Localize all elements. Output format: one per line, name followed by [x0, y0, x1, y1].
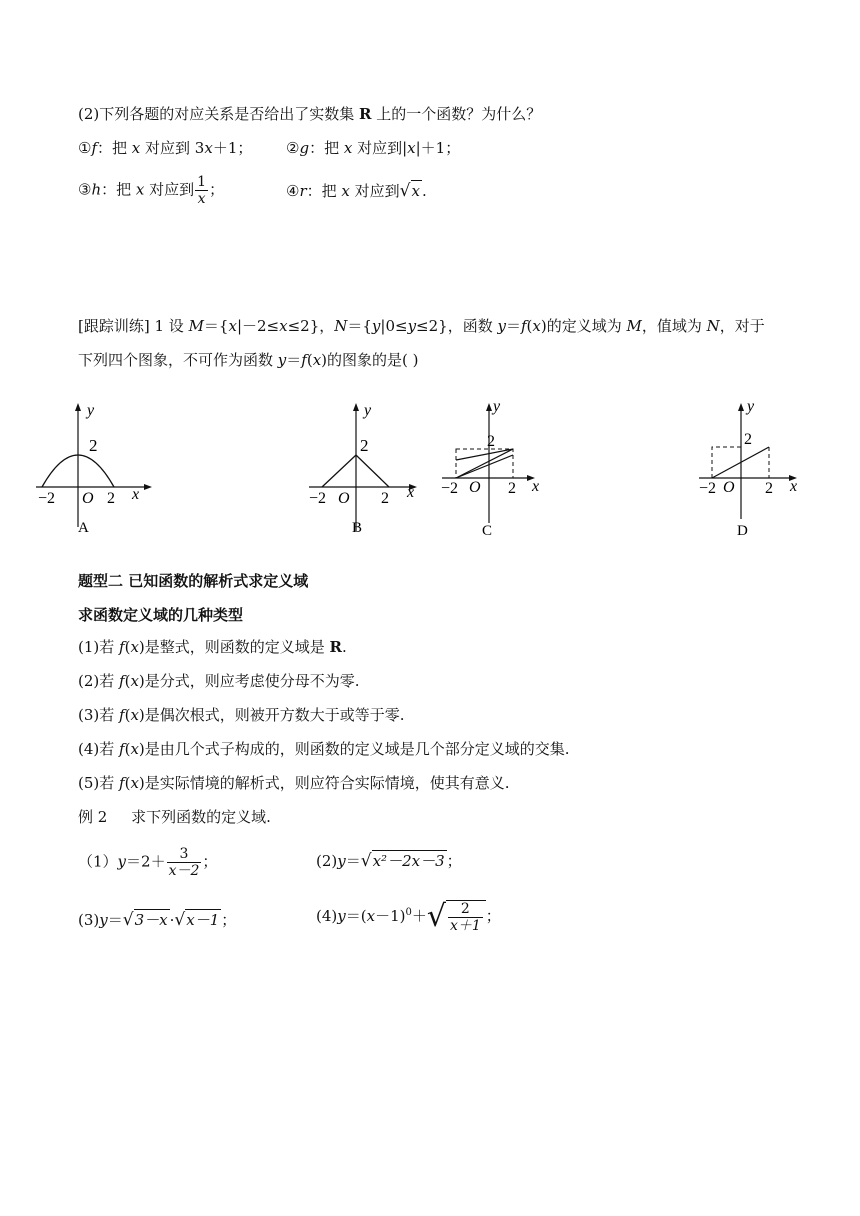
rule-5 [78, 773, 510, 793]
q2-item-3 [78, 174, 224, 207]
training-text: ≤2}，函数 [416, 317, 498, 335]
tick-neg2: −2 [699, 480, 717, 497]
item-number: ③ [78, 180, 92, 199]
x-label: x [790, 478, 798, 495]
graph-d [695, 395, 835, 545]
equation-text: ＝( [345, 907, 367, 925]
rule-text: ( [124, 774, 131, 792]
graph-a [30, 395, 180, 545]
func-symbol: f [119, 638, 125, 656]
var-y: y [497, 317, 506, 335]
equation-label: (3) [78, 911, 100, 929]
item-text: . [421, 182, 427, 200]
var-x: x [130, 672, 139, 690]
func-symbol: f [119, 774, 125, 792]
rule-text: (2)若 [78, 672, 120, 690]
training-text: |0≤ [380, 317, 408, 335]
equation-text: ＝ [345, 852, 361, 870]
radicand: x－1 [186, 911, 220, 929]
tick-2-x: 2 [381, 490, 389, 507]
radicand: x [411, 182, 420, 200]
item-text: ：把 [309, 139, 344, 157]
exponent: 0 [405, 907, 412, 918]
set-N: N [334, 317, 348, 335]
multiply-dot: · [169, 911, 175, 929]
rule-text: )是由几个式子构成的，则函数的定义域是几个部分定义域的交集. [138, 740, 570, 758]
tick-2-y: 2 [744, 431, 752, 448]
var-x: x [279, 317, 288, 335]
item-text: ：把 [97, 139, 132, 157]
equation-1 [78, 846, 217, 879]
y-axis-arrow-icon [75, 403, 81, 411]
zigzag-graph [456, 449, 513, 478]
rule-text: )是整式，则函数的定义域是 [138, 638, 330, 656]
var-x: x [341, 182, 350, 200]
fraction-denominator: x [195, 190, 208, 207]
training-text: ≤2}， [287, 317, 335, 335]
tick-2-x: 2 [765, 480, 773, 497]
q2-title-text: (2)下列各题的对应关系是否给出了实数集 [78, 105, 360, 123]
example-2-title: 例 2 求下列函数的定义域. [78, 808, 271, 826]
set-M: M [188, 317, 204, 335]
equation-2 [316, 850, 462, 871]
var-x: x [532, 317, 541, 335]
item-number: ① [78, 139, 92, 157]
q2-title-R: R [359, 105, 372, 123]
item-text: ； [209, 180, 225, 199]
y-axis-arrow-icon [738, 403, 744, 411]
rule-text: ( [124, 672, 131, 690]
func-symbol: f [119, 672, 125, 690]
item-text: ＋1； [212, 139, 253, 157]
rule-text: (5)若 [78, 774, 120, 792]
var-y: y [337, 852, 346, 870]
var-y: y [371, 317, 381, 335]
graph-caption: A [78, 520, 89, 536]
var-x: x [407, 139, 416, 157]
dashed-guide [712, 447, 741, 478]
equation-4 [316, 900, 501, 934]
fraction-denominator: x＋1 [449, 918, 481, 934]
equation-text: ； [446, 852, 462, 870]
rule-text: ( [124, 706, 131, 724]
x-label: x [132, 486, 140, 503]
rule-text: (3)若 [78, 706, 120, 724]
var-x: x [312, 351, 322, 369]
graph-caption: C [482, 523, 493, 539]
training-text: ( [526, 317, 533, 335]
graph-caption: B [352, 520, 363, 536]
func-symbol: f [520, 317, 527, 335]
var-x: x [343, 139, 353, 157]
rule-text: (1)若 [78, 638, 120, 656]
radicand: x²－2x－3 [372, 852, 445, 870]
rule-text: (4)若 [78, 740, 120, 758]
var-x: x [130, 706, 139, 724]
q2-title [78, 104, 541, 124]
rule-4 [78, 739, 570, 759]
y-label: y [747, 398, 755, 415]
training-line-1 [78, 316, 765, 336]
radical-sign: √ [360, 851, 372, 871]
equation-3 [78, 909, 236, 930]
x-label: x [532, 478, 540, 495]
func-symbol: f [301, 351, 307, 369]
equation-text: －1) [375, 907, 406, 925]
x-label: x [407, 484, 415, 501]
func-symbol: f [91, 139, 98, 157]
fraction [448, 901, 483, 934]
fraction-numerator: 3 [179, 846, 189, 862]
training-text: ＝{ [347, 317, 372, 335]
radicand: 3－x [134, 911, 168, 929]
radical-fraction [446, 900, 486, 934]
var-x: x [366, 907, 376, 925]
fraction-numerator: 2 [460, 901, 470, 917]
var-y: y [337, 907, 346, 925]
training-text: ＝ [286, 351, 302, 369]
fraction-numerator: 1 [197, 174, 207, 190]
training-text: [跟踪训练] 1 设 [78, 317, 189, 335]
item-text: ：把 [101, 180, 136, 199]
training-text: ，值域为 [641, 317, 707, 335]
tick-2-x: 2 [508, 480, 516, 497]
origin-label: O [82, 490, 94, 507]
training-text: ＝ [505, 317, 521, 335]
training-text: 下列四个图象，不可作为函数 [78, 351, 278, 369]
section-subheading: 求函数定义域的几种类型 [78, 606, 244, 624]
radical-sign: √ [122, 910, 134, 930]
fraction [167, 846, 202, 879]
var-x: x [130, 638, 139, 656]
func-symbol: f [119, 740, 125, 758]
graph-caption: D [737, 523, 748, 539]
rule-text: ( [124, 638, 131, 656]
item-text: 对应到| [352, 139, 408, 157]
equation-text: ； [485, 907, 501, 925]
var-y: y [277, 351, 287, 369]
y-axis-arrow-icon [486, 403, 492, 411]
var-x: x [204, 139, 213, 157]
tick-2-y: 2 [487, 433, 495, 450]
training-text: ( [306, 351, 313, 369]
item-text: 对应到 [349, 182, 400, 200]
rule-text: )是偶次根式，则被开方数大于或等于零. [138, 706, 405, 724]
tick-2-x: 2 [107, 490, 115, 507]
item-number: ② [286, 139, 300, 157]
equation-text: ＋ [411, 907, 427, 925]
tick-2-y: 2 [89, 436, 98, 455]
var-y: y [99, 911, 108, 929]
func-symbol: r [299, 182, 307, 200]
tick-neg2: −2 [38, 490, 56, 507]
training-text: |－2≤ [236, 317, 280, 335]
fraction-denominator: x－2 [168, 863, 200, 879]
func-symbol: h [91, 180, 102, 199]
radical-sign: √ [399, 181, 411, 201]
item-text: ：把 [306, 182, 342, 200]
rule-text: ( [124, 740, 131, 758]
y-label: y [364, 402, 372, 419]
rule-1 [78, 637, 347, 657]
radical-sign: √ [426, 899, 446, 934]
equation-text: ＝ [107, 911, 123, 929]
equation-text: ＝2＋ [126, 852, 166, 871]
training-text: )的定义域为 [540, 317, 627, 335]
equation-label: （1） [78, 852, 118, 871]
equation-text: ； [221, 911, 237, 929]
origin-label: O [723, 479, 735, 496]
rule-text: )是实际情境的解析式，则应符合实际情境，使其有意义. [138, 774, 510, 792]
var-y: y [117, 852, 127, 871]
y-label: y [87, 402, 95, 419]
rule-text: . [342, 638, 347, 656]
q2-title-tail: 上的一个函数？为什么？ [371, 105, 542, 123]
var-y: y [407, 317, 417, 335]
graph-b [305, 395, 455, 545]
graph-c [438, 395, 578, 545]
item-text: 对应到 3 [140, 139, 205, 157]
y-label: y [493, 398, 501, 415]
set-M: M [626, 317, 642, 335]
var-x: x [135, 180, 145, 199]
equation-label: (2) [316, 852, 338, 870]
var-x: x [130, 740, 139, 758]
q2-item-1 [78, 138, 252, 158]
item-text: 对应到 [144, 180, 195, 199]
tick-neg2: −2 [309, 490, 327, 507]
func-symbol: g [299, 139, 310, 157]
tick-2-y: 2 [360, 436, 369, 455]
tick-neg2: −2 [441, 480, 459, 497]
equation-label: (4) [316, 907, 338, 925]
rule-2 [78, 671, 360, 691]
y-axis-arrow-icon [353, 403, 359, 411]
training-text: ，对于 [719, 317, 765, 335]
set-N: N [706, 317, 720, 335]
training-line-2 [78, 350, 419, 370]
training-text: )的图象的是( ) [321, 351, 419, 369]
origin-label: O [338, 490, 350, 507]
section-heading: 题型二 已知函数的解析式求定义域 [78, 572, 309, 590]
x-axis-arrow-icon [144, 484, 152, 490]
q2-item-2 [286, 138, 460, 158]
q2-item-4 [286, 180, 427, 201]
func-symbol: f [119, 706, 125, 724]
rule-3 [78, 705, 405, 725]
var-x: x [131, 139, 141, 157]
var-x: x [130, 774, 139, 792]
real-set-R: R [329, 638, 343, 656]
training-text: ＝{ [203, 317, 229, 335]
origin-label: O [469, 479, 481, 496]
radical-sign: √ [174, 910, 186, 930]
equation-text: ； [202, 852, 218, 871]
var-x: x [228, 317, 237, 335]
item-number: ④ [286, 182, 300, 200]
rule-text: )是分式，则应考虑使分母不为零. [138, 672, 360, 690]
item-text: |＋1； [415, 139, 461, 157]
fraction [195, 174, 208, 207]
